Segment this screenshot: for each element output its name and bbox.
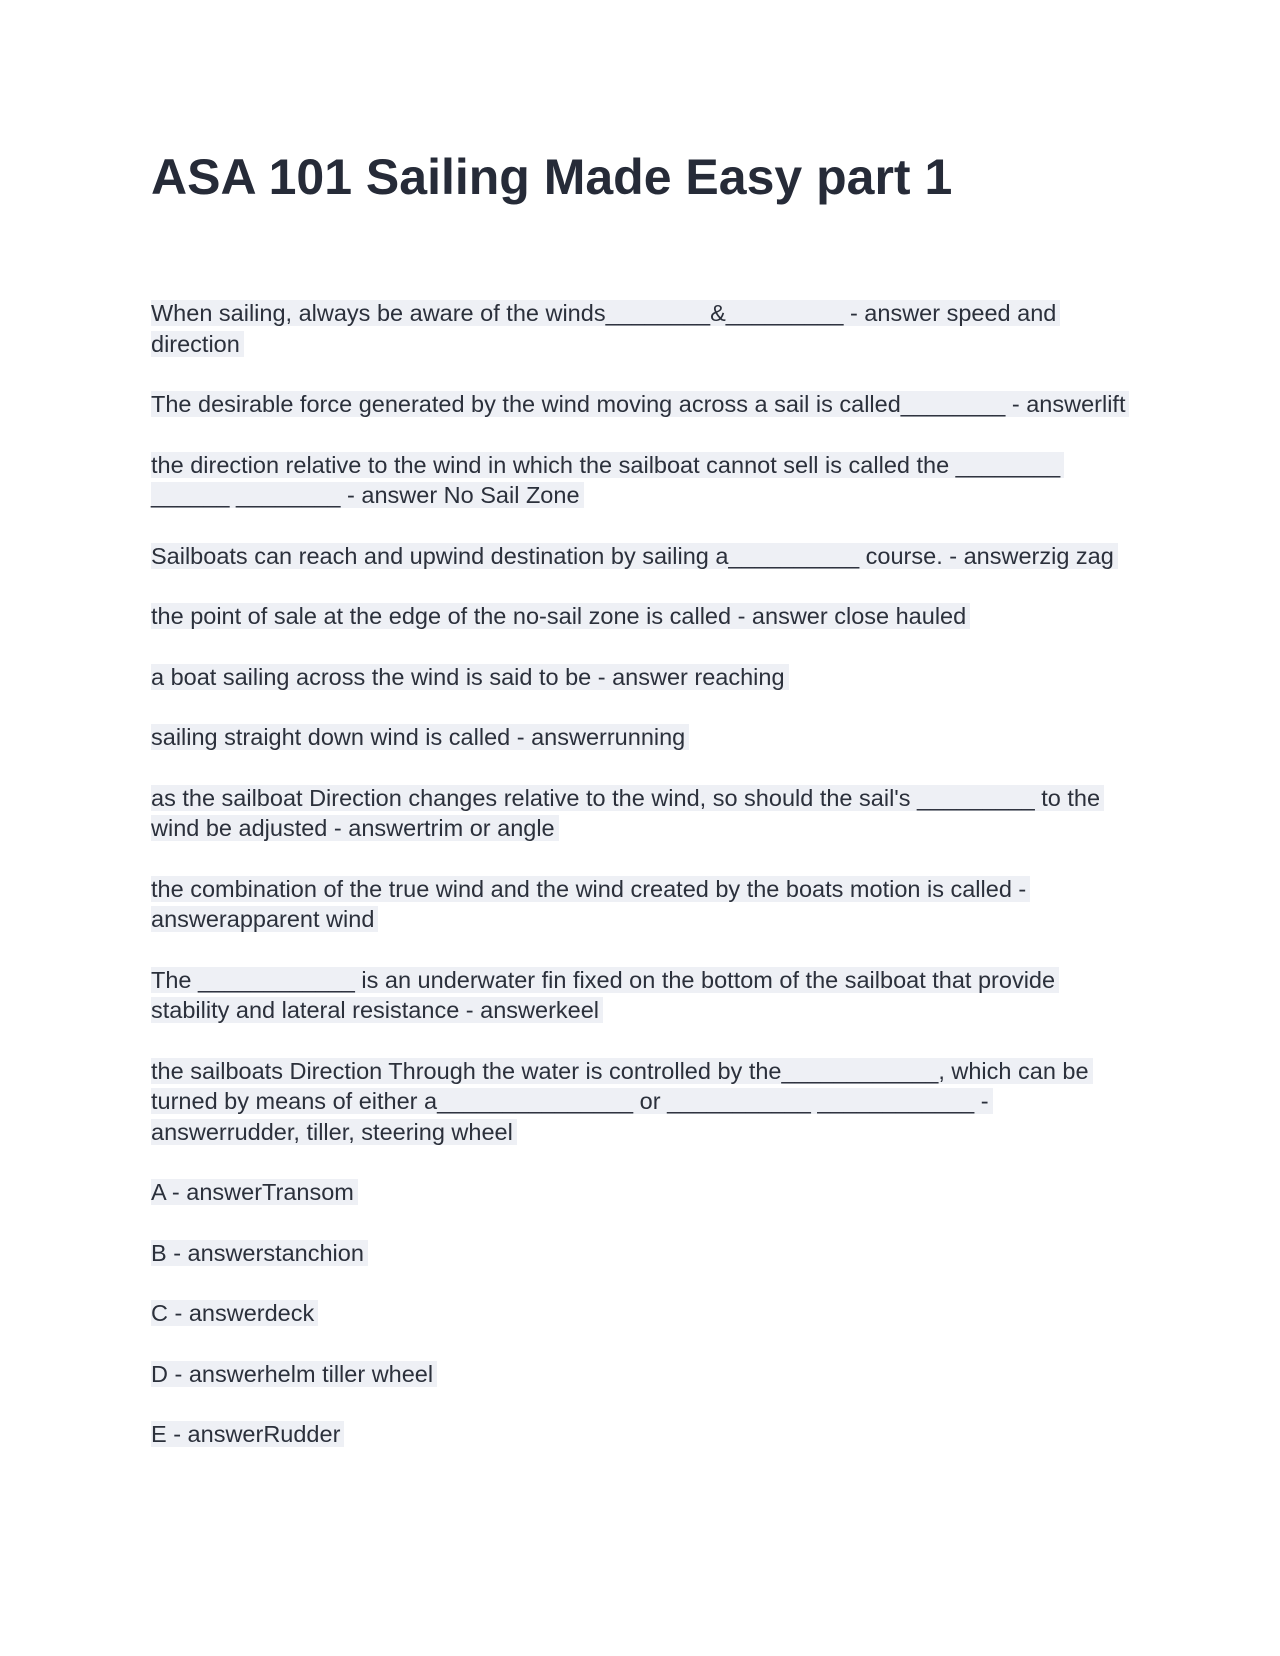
qa-item-text: the sailboats Direction Through the water is controlled by the____________, which can be turned by means of either a_______________ or ___________ ____________ - answerrudder, tiller, steering wheel xyxy=(151,1058,1093,1145)
qa-item-text: The desirable force generated by the wind moving across a sail is called________ - answerlift xyxy=(151,391,1129,417)
qa-item xyxy=(151,601,1131,632)
qa-item xyxy=(151,1298,1131,1329)
document-title: ASA 101 Sailing Made Easy part 1 xyxy=(151,149,953,205)
qa-item xyxy=(151,1238,1131,1269)
qa-item-text: B - answerstanchion xyxy=(151,1240,368,1266)
qa-item-text: as the sailboat Direction changes relative to the wind, so should the sail's _________ to the wind be adjusted - answertrim or angle xyxy=(151,785,1104,842)
qa-item xyxy=(151,1056,1131,1148)
qa-item-text: A - answerTransom xyxy=(151,1179,358,1205)
qa-item xyxy=(151,874,1131,935)
qa-item xyxy=(151,965,1131,1026)
qa-item xyxy=(151,1177,1131,1208)
qa-item xyxy=(151,1359,1131,1390)
qa-item xyxy=(151,662,1131,693)
qa-item-text: a boat sailing across the wind is said to be - answer reaching xyxy=(151,664,789,690)
qa-item-text: E - answerRudder xyxy=(151,1421,344,1447)
qa-item-text: the point of sale at the edge of the no-sail zone is called - answer close hauled xyxy=(151,603,970,629)
qa-item-text: sailing straight down wind is called - answerrunning xyxy=(151,724,689,750)
qa-item xyxy=(151,450,1131,511)
qa-item-text: When sailing, always be aware of the winds________&_________ - answer speed and direction xyxy=(151,300,1060,357)
qa-item-text: D - answerhelm tiller wheel xyxy=(151,1361,437,1387)
qa-list xyxy=(151,298,1131,1480)
qa-item xyxy=(151,722,1131,753)
qa-item xyxy=(151,1419,1131,1450)
qa-item xyxy=(151,541,1131,572)
qa-item-text: the combination of the true wind and the wind created by the boats motion is called - answerapparent wind xyxy=(151,876,1030,933)
qa-item-text: the direction relative to the wind in which the sailboat cannot sell is called the ________ ______ ________ - answer No Sail Zone xyxy=(151,452,1064,509)
qa-item-text: Sailboats can reach and upwind destination by sailing a__________ course. - answerzig zag xyxy=(151,543,1118,569)
qa-item-text: C - answerdeck xyxy=(151,1300,318,1326)
qa-item xyxy=(151,783,1131,844)
qa-item-text: The ____________ is an underwater fin fixed on the bottom of the sailboat that provide stability and lateral resistance - answerkeel xyxy=(151,967,1059,1024)
qa-item xyxy=(151,389,1131,420)
qa-item xyxy=(151,298,1131,359)
